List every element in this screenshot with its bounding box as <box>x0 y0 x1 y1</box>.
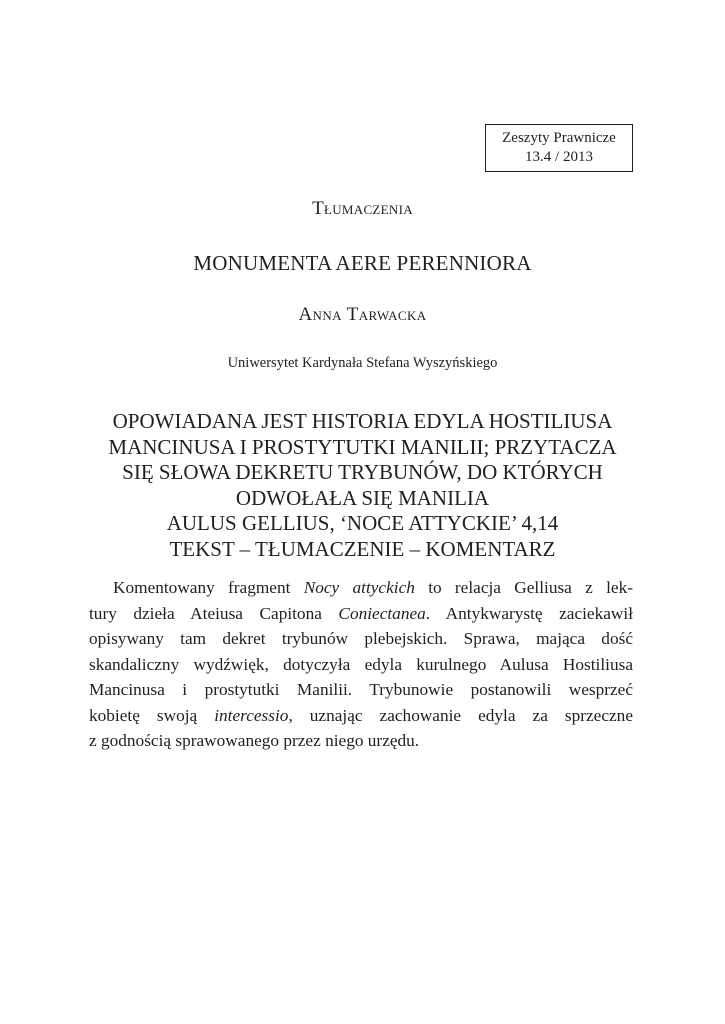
body-line <box>89 601 633 627</box>
body-line <box>89 575 633 601</box>
article-title-line: TEKST – TŁUMACZENIE – KOMENTARZ <box>169 536 556 561</box>
italic-title: Nocy attyckich <box>303 578 415 597</box>
journal-name: Zeszyty Prawnicze <box>502 130 616 146</box>
body-text-run: . Antykwarystę zaciekawił <box>425 603 633 623</box>
italic-title: Coniectanea <box>338 603 426 623</box>
journal-info-box <box>485 124 633 172</box>
article-title-line: ODWOŁAŁA SIĘ MANILIA <box>235 485 490 510</box>
body-line: Mancinusa i prostytutki Manilii. Trybunowie postanowili wesprzeć <box>89 680 633 699</box>
body-text-run: tury dzieła Ateiusa Capitona <box>89 603 339 623</box>
body-text-run: kobietę swoją <box>89 705 215 725</box>
author-affiliation: Uniwersytet Kardynała Stefana Wyszyńskiego <box>227 355 498 371</box>
body-text-run: to relacja Gelliusa z lek- <box>414 578 633 597</box>
body-line: z godnością sprawowanego przez niego urzędu. <box>89 731 420 750</box>
main-title: MONUMENTA AERE PERENNIORA <box>193 251 532 275</box>
italic-term: intercessio <box>214 705 289 725</box>
article-title-line: SIĘ SŁOWA DEKRETU TRYBUNÓW, DO KTÓRYCH <box>122 460 603 484</box>
body-text-run: , uznając zachowanie edyla za sprzeczne <box>288 705 633 725</box>
body-line <box>89 703 633 729</box>
article-title <box>60 409 665 562</box>
author-name: Anna Tarwacka <box>298 304 427 325</box>
section-label: Tłumaczenia <box>312 198 413 219</box>
article-title-line: OPOWIADANA JEST HISTORIA EDYLA HOSTILIUSA <box>112 409 613 433</box>
body-line: opisywany tam dekret trybunów plebejskich. Sprawa, mająca dość <box>89 629 633 648</box>
article-title-line: MANCINUSA I PROSTYTUTKI MANILII; PRZYTACZA <box>108 434 617 459</box>
body-text-run: Komentowany fragment <box>113 578 304 597</box>
body-line: skandaliczny wydźwięk, dotyczyła edyla kurulnego Aulusa Hostiliusa <box>89 654 633 674</box>
body-paragraph <box>89 575 633 754</box>
article-title-line: AULUS GELLIUS, ‘NOCE ATTYCKIE’ 4,14 <box>166 511 559 535</box>
journal-issue: 13.4 / 2013 <box>525 149 593 165</box>
